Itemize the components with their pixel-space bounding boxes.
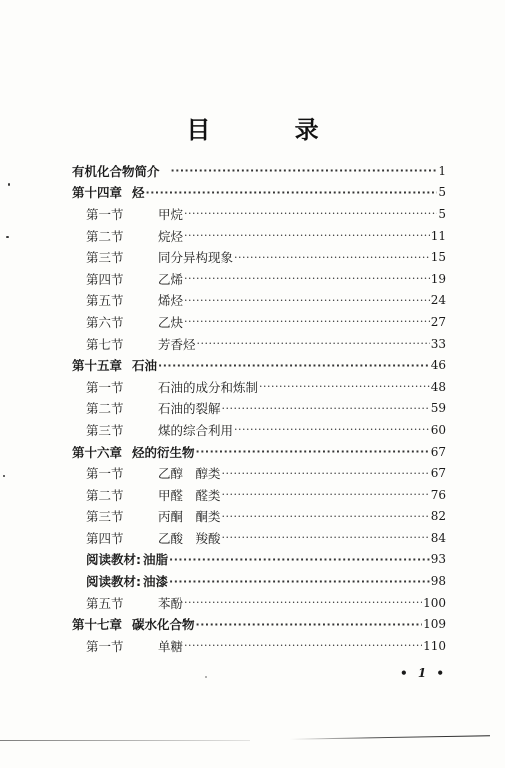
toc-entry-title: 甲醛 醛类 xyxy=(158,487,221,503)
toc-page-number: 60 xyxy=(430,422,446,437)
scan-edge-line xyxy=(290,735,490,739)
toc-entry-label: 第二节 xyxy=(86,401,124,417)
toc-section-row xyxy=(72,333,446,355)
toc-entry-label: 有机化合物简介 xyxy=(72,163,160,179)
scan-edge-line xyxy=(0,740,250,741)
toc-chapter-row xyxy=(72,441,446,463)
toc-page-number: 24 xyxy=(430,293,446,308)
toc-section-row xyxy=(72,527,446,549)
toc-entry-label: 第一节 xyxy=(86,638,124,654)
dot-leader xyxy=(184,315,430,328)
scan-speck xyxy=(8,183,10,186)
toc-entry-label: 第二节 xyxy=(86,487,124,503)
dot-leader xyxy=(196,618,423,631)
toc-entry-label: 第二节 xyxy=(86,228,124,244)
dot-leader xyxy=(259,380,430,393)
dot-leader xyxy=(184,272,430,285)
toc-entry-label: 第三节 xyxy=(86,250,124,266)
table-of-contents xyxy=(72,160,446,657)
toc-page-number: 59 xyxy=(430,401,446,416)
toc-page-number: 98 xyxy=(430,574,446,589)
toc-entry-title: 苯酚 xyxy=(158,595,184,611)
toc-page-number: 48 xyxy=(430,379,446,394)
toc-entry-title: 石油的裂解 xyxy=(158,401,221,417)
toc-page-number: 109 xyxy=(423,617,446,632)
toc-section-row xyxy=(72,225,446,247)
toc-section-row xyxy=(72,506,446,528)
dot-leader xyxy=(234,423,430,436)
toc-entry-label: 第五节 xyxy=(86,595,124,611)
toc-page-number: 100 xyxy=(423,595,446,610)
dot-leader xyxy=(171,164,438,177)
toc-page-number: 82 xyxy=(430,509,446,524)
toc-entry-title: 单糖 xyxy=(158,638,184,654)
toc-entry-title: 碳水化合物 xyxy=(132,617,195,633)
toc-section-row xyxy=(72,268,446,290)
toc-section-row xyxy=(72,484,446,506)
toc-page-number: 110 xyxy=(423,638,446,653)
toc-chapter-row xyxy=(72,160,446,182)
dot-leader xyxy=(222,510,430,523)
dot-leader xyxy=(184,229,430,242)
toc-entry-label: 第一节 xyxy=(86,379,124,395)
toc-entry-label: 第十六章 xyxy=(72,444,123,460)
toc-entry-label: 第四节 xyxy=(86,271,124,287)
toc-page-number: 67 xyxy=(430,466,446,481)
toc-entry-label: 第十四章 xyxy=(72,185,123,201)
toc-entry-title: 油漆 xyxy=(143,574,169,590)
dot-leader xyxy=(222,488,430,501)
toc-entry-title: 同分异构现象 xyxy=(158,250,234,266)
dot-leader xyxy=(184,639,422,652)
toc-entry-label: 第七节 xyxy=(86,336,124,352)
dot-leader xyxy=(197,337,430,350)
toc-entry-label: 阅读教材: xyxy=(86,574,141,590)
toc-section-row xyxy=(72,398,446,420)
toc-page-number: 93 xyxy=(430,552,446,567)
dot-leader xyxy=(169,575,430,588)
toc-entry-title: 烯烃 xyxy=(158,293,184,309)
toc-entry-label: 第六节 xyxy=(86,314,124,330)
toc-page-number: 5 xyxy=(438,206,446,221)
toc-page-number: 5 xyxy=(438,185,446,200)
toc-entry-title: 烃的衍生物 xyxy=(132,444,195,460)
toc-entry-label: 第三节 xyxy=(86,509,124,525)
toc-section-row xyxy=(72,203,446,225)
toc-page-number: 67 xyxy=(430,444,446,459)
toc-section-row xyxy=(72,376,446,398)
toc-entry-title: 烷烃 xyxy=(158,228,184,244)
dot-leader xyxy=(196,445,430,458)
toc-entry-title: 甲烷 xyxy=(158,206,184,222)
toc-chapter-row xyxy=(72,182,446,204)
toc-entry-label: 第三节 xyxy=(86,422,124,438)
toc-page-number: 33 xyxy=(430,336,446,351)
dot-leader xyxy=(234,251,430,264)
toc-page-number: 15 xyxy=(430,250,446,265)
toc-page-number: 19 xyxy=(430,271,446,286)
toc-entry-title: 石油的成分和炼制 xyxy=(158,379,259,395)
toc-entry-title: 乙酸 羧酸 xyxy=(158,530,221,546)
toc-section-row xyxy=(72,290,446,312)
toc-chapter-row xyxy=(72,354,446,376)
toc-entry-label: 第十七章 xyxy=(72,617,123,633)
toc-chapter-row xyxy=(72,613,446,635)
toc-section-row xyxy=(72,419,446,441)
toc-page-number: 84 xyxy=(430,530,446,545)
page-folio: • 1 • xyxy=(400,666,448,680)
toc-page-number: 76 xyxy=(430,487,446,502)
toc-entry-title: 油脂 xyxy=(143,552,169,568)
toc-page-number: 1 xyxy=(438,163,446,178)
dot-leader xyxy=(184,294,430,307)
dot-leader xyxy=(222,467,430,480)
toc-section-row xyxy=(72,462,446,484)
toc-section-row xyxy=(72,246,446,268)
toc-entry-title: 乙烯 xyxy=(158,271,184,287)
toc-page-number: 11 xyxy=(430,228,446,243)
page-title: 目 录 xyxy=(186,116,357,144)
toc-entry-title: 煤的综合利用 xyxy=(158,422,234,438)
dot-leader xyxy=(222,531,430,544)
scan-speck xyxy=(3,475,5,477)
toc-entry-label: 阅读教材: xyxy=(86,552,141,568)
toc-entry-title: 芳香烃 xyxy=(158,336,196,352)
scan-speck xyxy=(205,676,207,678)
toc-section-row xyxy=(72,635,446,657)
toc-entry-title: 烃 xyxy=(132,185,145,201)
toc-entry-label: 第十五章 xyxy=(72,358,123,374)
toc-entry-title: 乙炔 xyxy=(158,314,184,330)
dot-leader xyxy=(222,402,430,415)
toc-entry-title: 丙酮 酮类 xyxy=(158,509,221,525)
toc-entry-label: 第一节 xyxy=(86,206,124,222)
toc-entry-title: 石油 xyxy=(132,358,158,374)
toc-section-row xyxy=(72,592,446,614)
toc-reading-row xyxy=(72,549,446,571)
toc-section-row xyxy=(72,311,446,333)
toc-entry-label: 第一节 xyxy=(86,466,124,482)
dot-leader xyxy=(158,359,430,372)
dot-leader xyxy=(184,207,437,220)
toc-entry-title: 乙醇 醇类 xyxy=(158,466,221,482)
toc-reading-row xyxy=(72,570,446,592)
toc-entry-label: 第四节 xyxy=(86,530,124,546)
dot-leader xyxy=(146,186,438,199)
scan-speck xyxy=(6,236,9,238)
toc-page-number: 46 xyxy=(430,358,446,373)
toc-entry-label: 第五节 xyxy=(86,293,124,309)
toc-page-number: 27 xyxy=(430,314,446,329)
dot-leader xyxy=(169,553,430,566)
dot-leader xyxy=(184,596,422,609)
